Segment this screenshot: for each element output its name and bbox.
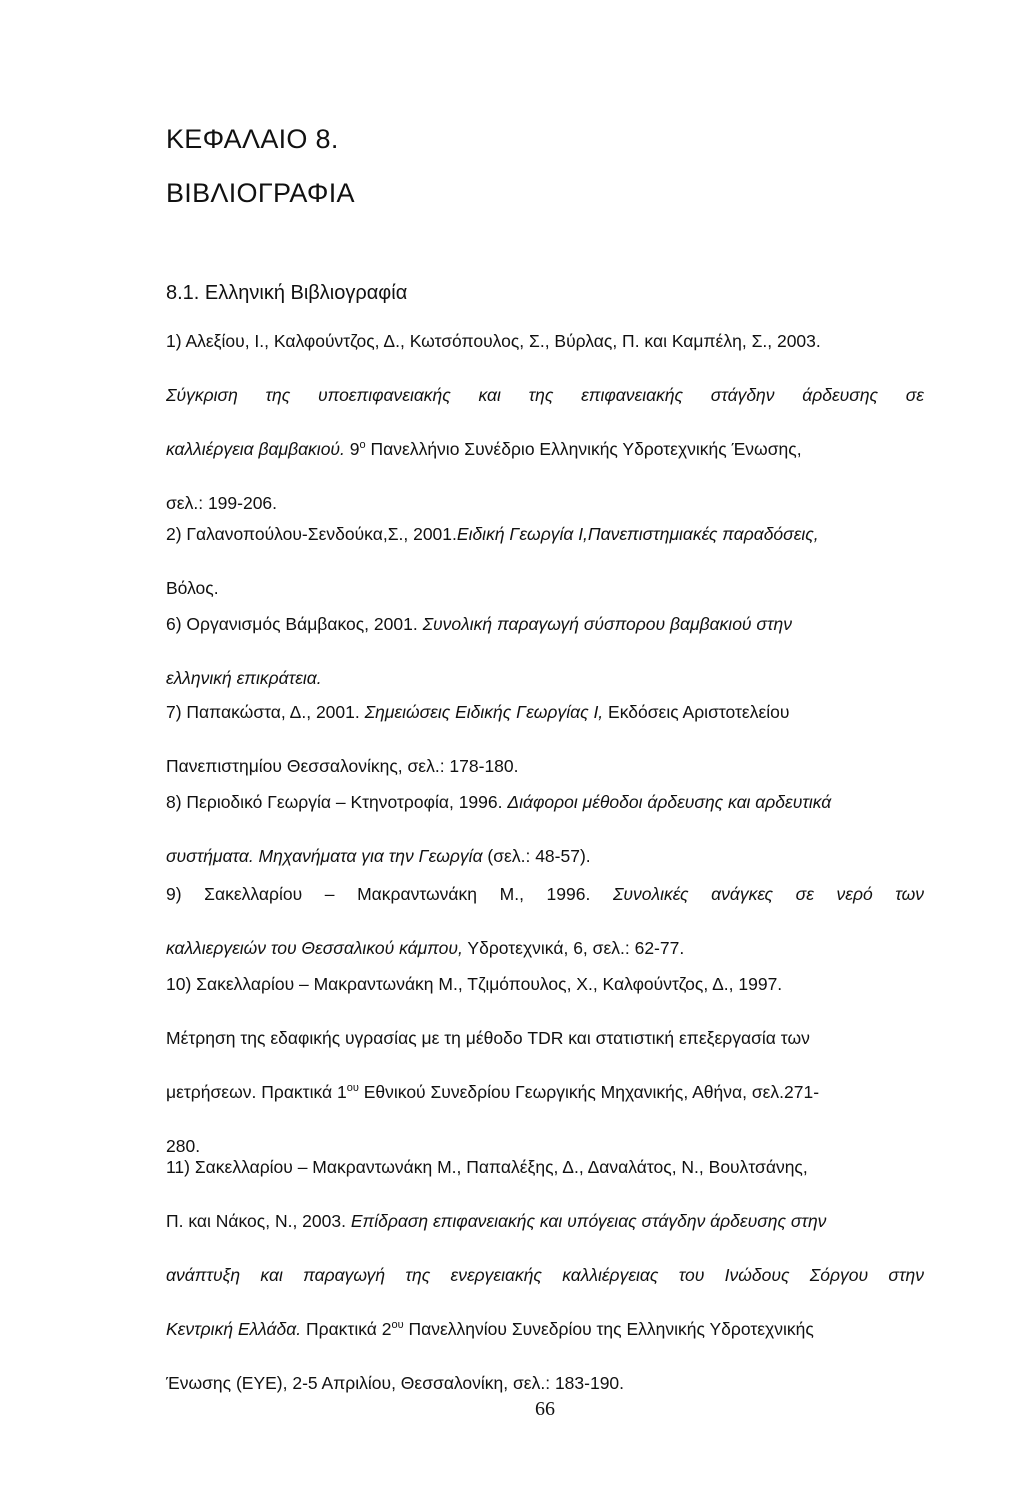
entry-11-line-1: 11) Σακελλαρίου – Μακραντωνάκη Μ., Παπαλέξης, Δ., Δαναλάτος, Ν., Βουλτσάνης, (166, 1157, 808, 1177)
entry-9-title: Συνολικές ανάγκες σε νερό των (612, 884, 924, 904)
entry-10-line-4: 280. (166, 1136, 201, 1156)
entry-11-title: Επίδραση επιφανειακής και υπόγειας στάγδην άρδευσης στην (350, 1211, 827, 1231)
entry-8-line-1 (166, 775, 924, 829)
entry-1-title-end: καλλιέργεια βαμβακιού. (166, 439, 345, 459)
entry-11-superscript: ου (391, 1319, 404, 1331)
chapter-subtitle: ΒΙΒΛΙΟΓΡΑΦΙΑ (166, 178, 355, 208)
entry-11-title-end: Κεντρική Ελλάδα. (166, 1319, 302, 1339)
entry-10-proceedings: μετρήσεων. Πρακτικά 1 (166, 1082, 347, 1102)
entry-11-author-end: Π. και Νάκος, Ν., 2003. (166, 1211, 346, 1231)
entry-9-journal: Υδροτεχνικά, 6, σελ.: 62-77. (462, 938, 685, 958)
entry-11-line-2 (166, 1194, 924, 1248)
page-number: 66 (535, 1398, 555, 1420)
entry-2-line-1 (166, 507, 924, 561)
entry-1-conference-number: 9 (344, 439, 360, 459)
chapter-title: ΚΕΦΑΛΑΙΟ 8. (166, 124, 339, 154)
entry-10-line-1: 10) Σακελλαρίου – Μακραντωνάκη Μ., Τζιμόπουλος, Χ., Καλφούντζος, Δ., 1997. (166, 974, 783, 994)
entry-11-proceedings: Πρακτικά 2 (301, 1319, 392, 1339)
entry-11-line-5: Ένωσης (ΕΥΕ), 2-5 Απριλίου, Θεσσαλονίκη, σελ.: 183-190. (166, 1373, 625, 1393)
entry-1-conference: Πανελλήνιο Συνέδριο Ελληνικής Υδροτεχνικής Ένωσης, (365, 439, 802, 459)
entry-9-title-end: καλλιεργειών του Θεσσαλικού κάμπου, (166, 938, 463, 958)
entry-10-line-2: Μέτρηση της εδαφικής υγρασίας με τη μέθοδο TDR και στατιστική επεξεργασία των (166, 1028, 810, 1048)
entry-2-title: Ειδική Γεωργία Ι,Πανεπιστημιακές παραδόσεις, (456, 524, 819, 544)
entry-7-title: Σημειώσεις Ειδικής Γεωργίας Ι, (364, 702, 604, 722)
entry-8-pages: (σελ.: 48-57). (482, 846, 591, 866)
entry-8-source: 8) Περιοδικό Γεωργία – Κτηνοτροφία, 1996. (166, 792, 503, 812)
entry-7-line-1 (166, 685, 924, 739)
entry-10-superscript: ου (346, 1082, 359, 1094)
entry-10-line-3 (166, 1065, 924, 1119)
entry-1-superscript: ο (359, 439, 366, 451)
entry-1-line-2 (166, 368, 924, 422)
entry-11-line-4 (166, 1302, 924, 1356)
entry-6-title-end: ελληνική επικράτεια. (166, 668, 322, 688)
entry-11-title-middle: ανάπτυξη και παραγωγή της ενεργειακής καλλιέργειας του Ινώδους Σόργου στην (166, 1265, 924, 1285)
entry-8-title-end: συστήματα. Μηχανήματα για την Γεωργία (166, 846, 483, 866)
entry-1-line-1: 1) Αλεξίου, Ι., Καλφούντζος, Δ., Κωτσόπουλος, Σ., Βύρλας, Π. και Καμπέλη, Σ., 2003. (166, 331, 821, 351)
entry-9-line-1 (166, 867, 924, 921)
entry-11-conference: Πανελληνίου Συνεδρίου της Ελληνικής Υδροτεχνικής (403, 1319, 814, 1339)
entry-7-author: 7) Παπακώστα, Δ., 2001. (166, 702, 360, 722)
entry-1-pages: σελ.: 199-206. (166, 493, 278, 513)
entry-6-line-1 (166, 597, 924, 651)
entry-6-title: Συνολική παραγωγή σύσπορου βαμβακιού στην (422, 614, 792, 634)
entry-8-title: Διάφοροι μέθοδοι άρδευσης και αρδευτικά (507, 792, 832, 812)
bibliography-entry-1 (166, 314, 924, 530)
entry-6-author: 6) Οργανισμός Βάμβακος, 2001. (166, 614, 418, 634)
entry-7-publisher: Εκδόσεις Αριστοτελείου (608, 702, 790, 722)
entry-11-line-3 (166, 1248, 924, 1302)
entry-1-line-3 (166, 422, 924, 476)
entry-2-author: 2) Γαλανοπούλου-Σενδούκα,Σ., 2001. (166, 524, 457, 544)
bibliography-entry-11 (166, 1140, 924, 1410)
entry-2-place: Βόλος. (166, 578, 219, 598)
entry-10-conference: Εθνικού Συνεδρίου Γεωργικής Μηχανικής, Αθήνα, σελ.271- (358, 1082, 820, 1102)
entry-7-line-2: Πανεπιστημίου Θεσσαλονίκης, σελ.: 178-180. (166, 756, 519, 776)
section-title: 8.1. Ελληνική Βιβλιογραφία (166, 282, 408, 304)
entry-9-author: 9) Σακελλαρίου – Μακραντωνάκη Μ., 1996. (166, 884, 591, 904)
entry-1-title: Σύγκριση της υποεπιφανειακής και της επιφανειακής στάγδην άρδευσης σε (166, 385, 924, 405)
